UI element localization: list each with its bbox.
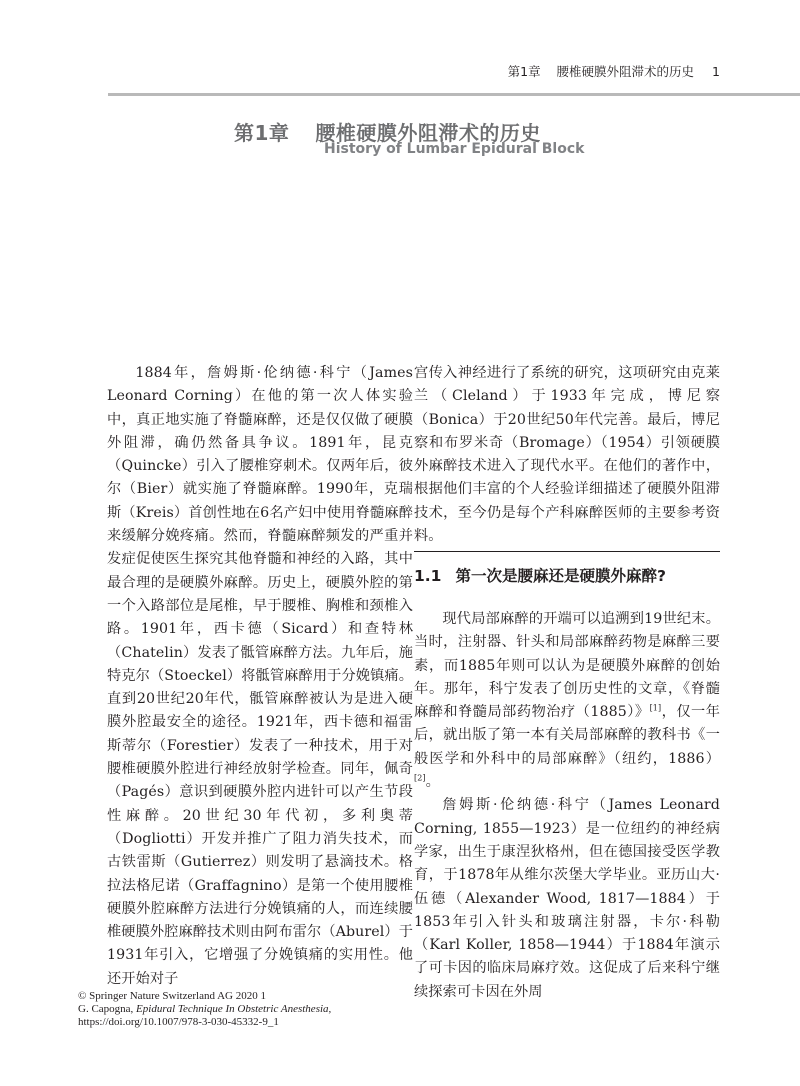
page-number: 1 [712,64,720,79]
header-rule [108,93,800,96]
paragraph-section-1-end: 。 [425,774,440,791]
section-rule [414,551,720,552]
footer-line-1: © Springer Nature Switzerland AG 2020 1 [78,990,266,1002]
footer-line-2 [78,1003,331,1016]
footer-book-title: Epidural Technique In Obstetric Anesthesia, [136,1003,332,1015]
paragraph-intro: 1884年，詹姆斯·伦纳德·科宁（James Leonard Corning）在他的第一次人体实验中，真正地实施了脊髓麻醉，还是仅仅做了硬膜外阻滞，确仍然备具争议。1891年，昆克（Quincke）引入了腰椎穿刺术。仅两年后，彼尔（Bier）就实施了脊髓麻醉。1990年，克瑞斯（Kreis）首创性地在6名产妇中使用脊髓麻醉来缓解分娩疼痛。然而，脊髓麻醉频发的严重并发症促使医生探究其他脊髓和神经的入路，其中最合理的是硬膜外麻醉。历史上，硬膜外腔的第一个入路部位是尾椎，早于腰椎、胸椎和颈椎入路。1901年，西卡德（Sicard）和查特林（Chatelin）发表了骶管麻醉方法。九年后，施特克尔（Stoeckel）将骶管麻醉用于分娩镇痛。直到20世纪20年代，骶管麻醉被认为是进入硬膜外腔最安全的途径。1921年，西卡德和福雷斯蒂尔（Forestier）发表了一种技术，用于对腰椎硬膜外腔进行神经放射学检查。同年，佩奇（Pagés）意识到硬膜外腔内进针可以产生节段性麻醉。20世纪30年代初，多利奥蒂（Dogliotti）开发并推广了阻力消失技术，而古铁雷斯（Gutierrez）则发明了悬滴技术。格拉法格尼诺（Graffagnino）是第一个使用腰椎硬膜外腔麻醉方法进行分娩镇痛的人，而连续腰椎硬膜外腔麻醉技术则由阿布雷尔（Aburel）于1931年引入，它增强了分娩镇痛的实用性。他还开始对子 [107,365,413,987]
citation-2[interactable]: [2] [414,773,426,783]
right-column-section [414,608,720,1004]
citation-1[interactable]: [1] [649,703,662,713]
paragraph-section-2: 詹姆斯·伦纳德·科宁（James Leonard Corning, 1855—1923）是一位纽约的神经病学家，出生于康涅狄格州，但在德国接受医学教育，于1878年从维尔茨堡大学毕业。亚历山大·伍德（Alexander Wood, 1817—1884）于1853年引入针头和玻璃注射器，卡尔·科勒（Karl Koller, 1858—1944）于1884年演示了可卡因的临床局麻疗效。这促成了后来科宁继续探索可卡因在外周 [414,797,720,1000]
running-head [508,62,720,80]
chapter-title-en: History of Lumbar Epidural Block [324,141,585,157]
paragraph-section-1 [414,608,720,794]
paragraph-section-1-text: 现代局部麻醉的开端可以追溯到19世纪末。当时，注射器、针头和局部麻醉药物是麻醉三要素，而1885年则可以认为是硬膜外麻醉的创始年。那年，科宁发表了创历史性的文章，《脊髓麻醉和脊髓局部药物治疗（1885）》 [414,611,720,721]
section-number: 1.1 [414,567,442,585]
left-column [107,362,413,991]
running-head-title: 腰椎硬膜外阻滞术的历史 [556,64,695,79]
chapter-number: 第1章 [234,121,290,145]
footer-doi-link[interactable]: https://doi.org/10.1007/978-3-030-45332-9_1 [78,1016,279,1028]
running-head-chapter: 第1章 [507,64,541,79]
section-title: 第一次是腰麻还是硬膜外麻醉? [455,567,666,585]
section-heading [414,564,666,586]
paragraph-intro-continued: 宫传入神经进行了系统的研究，这项研究由克莱兰（Cleland）于1933年完成，博尼察（Bonica）于20世纪50年代完善。最后，博尼察和布罗米奇（Bromage）（1954）引领硬膜外麻醉技术进入了现代水平。在他们的著作中，根据他们丰富的个人经验详细描述了硬膜外阻滞技术，至今仍是每个产科麻醉医师的主要参考资料。 [414,365,720,545]
paragraph-section-1-mid: ，仅一年后，就出版了第一本有关局部麻醉的教科书《一般医学和外科中的局部麻醉》（纽约，1886） [414,704,721,767]
right-column-top [414,362,720,548]
chapter-title-zh: 腰椎硬膜外阻滞术的历史 [315,121,541,145]
footer-copyright [78,990,331,1029]
footer-author: G. Capogna, [78,1003,137,1015]
